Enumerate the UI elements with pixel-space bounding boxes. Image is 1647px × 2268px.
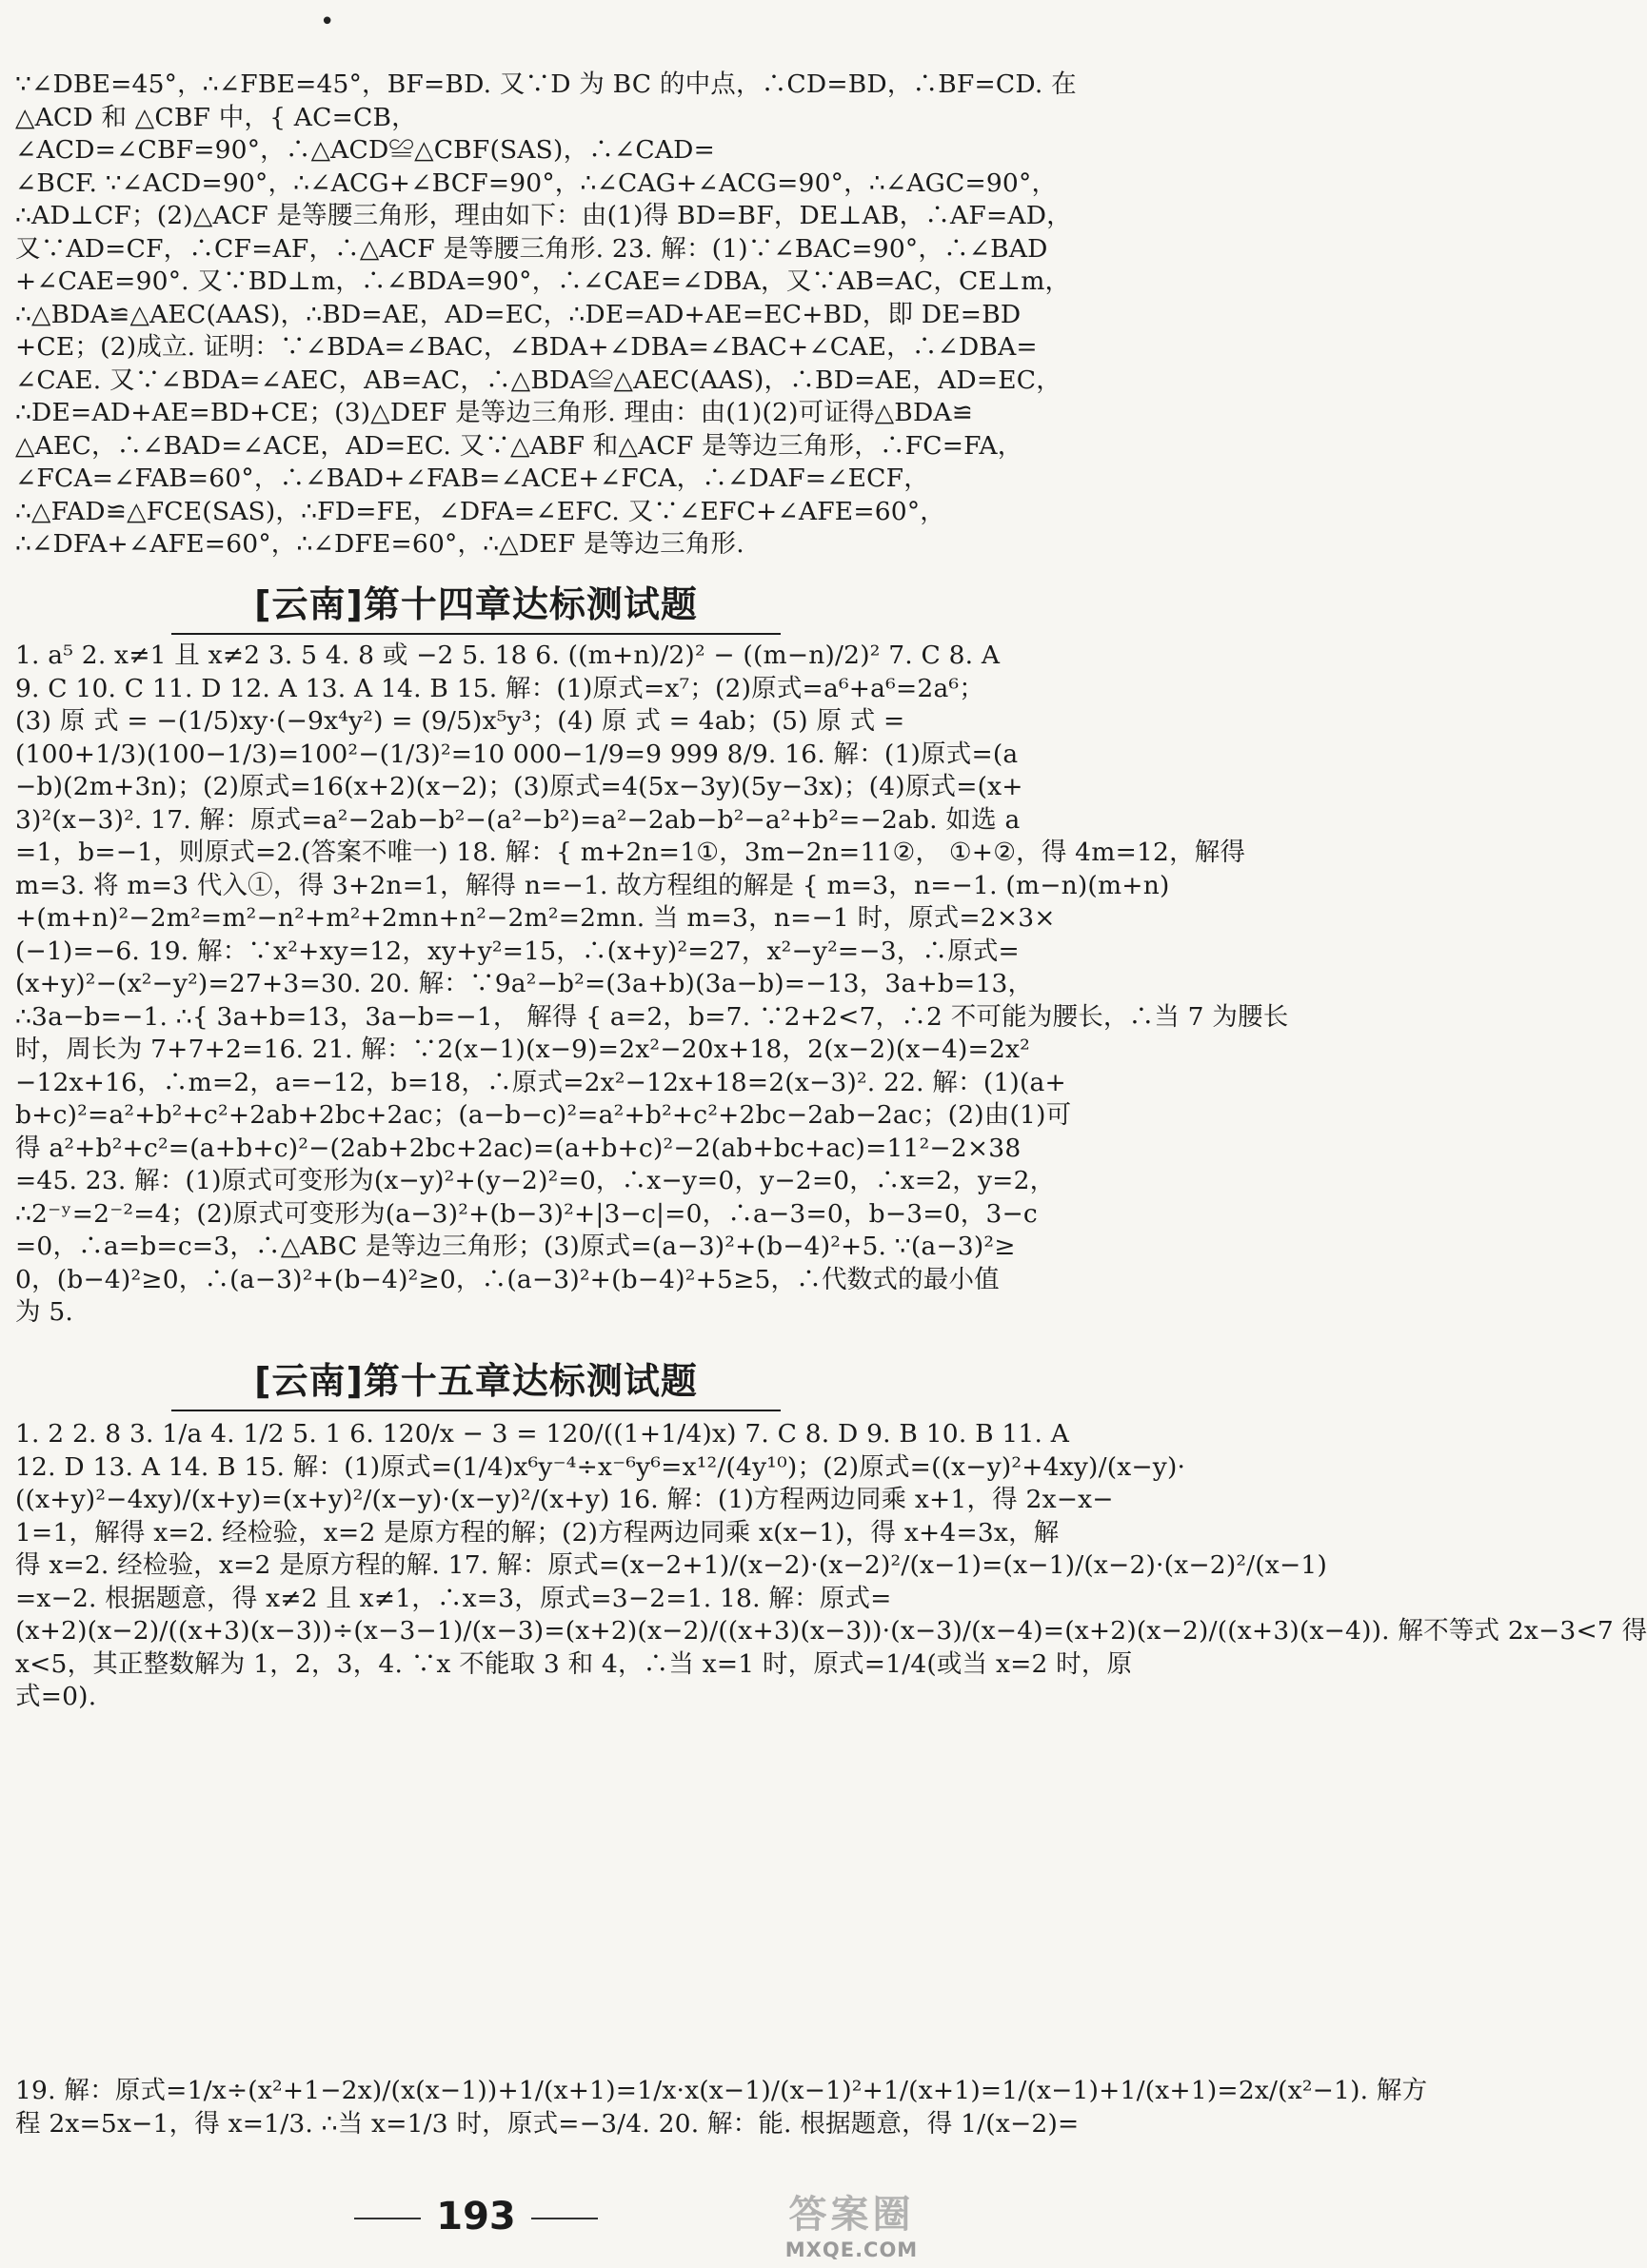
text-line: ((x+y)²−4xy)/(x+y)=(x+y)²/(x−y)·(x−y)²/(x+y) 16. 解：(1)方程两边同乘 x+1，得 2x−x− [15,1485,1114,1514]
heading-underline [171,633,781,635]
section-heading-text: [云南]第十五章达标测试题 [254,1360,698,1402]
text-line: ∴DE=AD+AE=BD+CE；(3)△DEF 是等边三角形. 理由：由(1)(2)可证得△BDA≌ [15,398,974,427]
watermark-url-text: MXQE.COM [784,2238,919,2261]
text-line: (x+2)(x−2)/((x+3)(x−3))÷(x−3−1)/(x−3)=(x+2)(x−2)/((x+3)(x−3))·(x−3)/(x−4)=(x+2)(x−2)/((x+3)(x−4)). 解不等式 2x−3<7 得 [15,1616,1647,1646]
text-line: =1，b=−1，则原式=2.(答案不唯一) 18. 解：{ m+2n=1①，3m−2n=11②， ①+②，得 4m=12，解得 [15,838,1246,867]
text-line: 3)²(x−3)². 17. 解：原式=a²−2ab−b²−(a²−b²)=a²−2ab−b²−a²+b²=−2ab. 如选 a [15,804,1021,835]
top-dot-mark: • [320,8,335,36]
text-line: (−1)=−6. 19. 解：∵x²+xy=12，xy+y²=15，∴(x+y)²=27，x²−y²=−3，∴原式= [15,936,1020,966]
text-line: ∠FCA=∠FAB=60°，∴∠BAD+∠FAB=∠ACE+∠FCA，∴∠DAF=∠ECF， [15,463,929,493]
page-number-left-rule [354,2218,421,2219]
text-line: 为 5. [15,1297,74,1327]
text-line: −12x+16，∴m=2，a=−12，b=18，∴原式=2x²−12x+18=2(x−3)². 22. 解：(1)(a+ [15,1067,1066,1097]
heading-underline [171,1410,781,1411]
text-line: 19. 解：原式=1/x÷(x²+1−2x)/(x(x−1))+1/(x+1)=1/x·x(x−1)/(x−1)²+1/(x+1)=1/(x−1)+1/(x+1)=2x/(x²−1). 解方 [15,2076,1428,2105]
text-line: △AEC，∴∠BAD=∠ACE，AD=EC. 又∵△ABF 和△ACF 是等边三角形，∴FC=FA， [15,430,1023,461]
text-line: (3) 原 式 = −(1/5)xy·(−9x⁴y²) = (9/5)x⁵y³；(4) 原 式 = 4ab；(5) 原 式 = [15,706,905,736]
text-line: ∠CAE. 又∵∠BDA=∠AEC，AB=AC，∴△BDA≌△AEC(AAS)，∴BD=AE，AD=EC， [15,365,1062,395]
page-number-right-rule [531,2218,598,2219]
chapter15-answers [15,1418,1647,1714]
text-line: ∴3a−b=−1. ∴{ 3a+b=13，3a−b=−1， 解得 { a=2，b=7. ∵2+2<7，∴2 不可能为腰长，∴当 7 为腰长 [15,1001,1289,1032]
text-line: x<5，其正整数解为 1，2，3，4. ∵x 不能取 3 和 4，∴当 x=1 时，原式=1/4(或当 x=2 时，原 [15,1648,1133,1679]
text-line: ∠ACD=∠CBF=90°，∴△ACD≌△CBF(SAS)，∴∠CAD= [15,135,716,165]
text-line: 程 2x=5x−1，得 x=1/3. ∴当 x=1/3 时，原式=−3/4. 20. 解：能. 根据题意，得 1/(x−2)= [15,2108,1080,2139]
text-line: △ACD 和 △CBF 中，{ AC=CB， [15,102,417,132]
text-line: −b)(2m+3n)；(2)原式=16(x+2)(x−2)；(3)原式=4(5x−3y)(5y−3x)；(4)原式=(x+ [15,772,1023,801]
text-line: +∠CAE=90°. 又∵BD⊥m，∴∠BDA=90°，∴∠CAE=∠DBA，又∵AB=AC，CE⊥m， [15,266,1071,296]
chapter15-answers-continued [15,2075,1428,2140]
text-line: b+c)²=a²+b²+c²+2ab+2bc+2ac；(a−b−c)²=a²+b²+c²+2bc−2ab−2ac；(2)由(1)可 [15,1100,1072,1130]
text-line: 得 a²+b²+c²=(a+b+c)²−(2ab+2bc+2ac)=(a+b+c)²−2(ab+bc+ac)=11²−2×38 [15,1133,1022,1163]
text-line: 式=0). [15,1682,97,1711]
text-line: ∴AD⊥CF；(2)△ACF 是等腰三角形，理由如下：由(1)得 BD=BF，DE⊥AB，∴AF=AD， [15,201,1072,230]
watermark-logo [768,2184,935,2261]
text-line: 12. D 13. A 14. B 15. 解：(1)原式=(1/4)x⁶y⁻⁴÷x⁻⁶y⁶=x¹²/(4y¹⁰)；(2)原式=((x−y)²+4xy)/(x−y)· [15,1451,1186,1482]
text-line: =0，∴a=b=c=3，∴△ABC 是等边三角形；(3)原式=(a−3)²+(b−4)²+5. ∵(a−3)²≥ [15,1232,1016,1261]
text-line: ∴△BDA≌△AEC(AAS)，∴BD=AE，AD=EC，∴DE=AD+AE=EC+BD，即 DE=BD [15,299,1022,329]
page-number-text: 193 [436,2195,516,2238]
chapter13-answer-continuation [15,69,1077,562]
chapter14-answers [15,640,1289,1330]
text-line: 时，周长为 7+7+2=16. 21. 解：∵2(x−1)(x−9)=2x²−20x+18，2(x−2)(x−4)=2x² [15,1035,1030,1064]
text-line: m=3. 将 m=3 代入①，得 3+2n=1，解得 n=−1. 故方程组的解是 { m=3，n=−1. (m−n)(m+n) [15,870,1170,900]
text-line: (100+1/3)(100−1/3)=100²−(1/3)²=10 000−1/9=9 999 8/9. 16. 解：(1)原式=(a [15,739,1019,769]
text-line: 1=1，解得 x=2. 经检验，x=2 是原方程的解；(2)方程两边同乘 x(x−1)，得 x+4=3x，解 [15,1517,1060,1548]
watermark-brand-text: 答案圈 [788,2193,915,2237]
text-line: ∴∠DFA+∠AFE=60°，∴∠DFE=60°，∴△DEF 是等边三角形. [15,529,744,559]
text-line: =45. 23. 解：(1)原式可变形为(x−y)²+(y−2)²=0，∴x−y=0，y−2=0，∴x=2，y=2， [15,1166,1056,1195]
text-line: 1. 2 2. 8 3. 1/a 4. 1/2 5. 1 6. 120/x − 3 = 120/((1+1/4)x) 7. C 8. D 9. B 10. B 11. A [15,1419,1070,1449]
text-line: ∴△FAD≌△FCE(SAS)，∴FD=FE，∠DFA=∠EFC. 又∵∠EFC+∠AFE=60°， [15,496,946,526]
text-line: =x−2. 根据题意，得 x≠2 且 x≠1，∴x=3，原式=3−2=1. 18. 解：原式= [15,1583,892,1613]
text-line: (x+y)²−(x²−y²)=27+3=30. 20. 解：∵9a²−b²=(3a+b)(3a−b)=−13，3a+b=13， [15,969,1034,998]
text-line: 0，(b−4)²≥0，∴(a−3)²+(b−4)²≥0，∴(a−3)²+(b−4)²+5≥5，∴代数式的最小值 [15,1264,1000,1294]
text-line: ∠BCF. ∵∠ACD=90°，∴∠ACG+∠BCF=90°，∴∠CAG+∠ACG=90°，∴∠AGC=90°， [15,168,1058,198]
section-heading-text: [云南]第十四章达标测试题 [254,583,698,625]
section-heading-chapter15 [0,1351,952,1411]
text-line: 9. C 10. C 11. D 12. A 13. A 14. B 15. 解：(1)原式=x⁷；(2)原式=a⁶+a⁶=2a⁶； [15,673,984,703]
text-line: +(m+n)²−2m²=m²−n²+m²+2mn+n²−2m²=2mn. 当 m=3，n=−1 时，原式=2×3× [15,903,1056,933]
text-line: +CE；(2)成立. 证明：∵∠BDA=∠BAC，∠BDA+∠DBA=∠BAC+∠CAE，∴∠DBA= [15,332,1038,362]
text-line: ∵∠DBE=45°，∴∠FBE=45°，BF=BD. 又∵D 为 BC 的中点，∴CD=BD，∴BF=CD. 在 [15,69,1077,99]
section-heading-chapter14 [0,575,952,635]
text-line: ∴2⁻ʸ=2⁻²=4；(2)原式可变形为(a−3)²+(b−3)²+|3−c|=0，∴a−3=0，b−3=0，3−c [15,1198,1038,1229]
text-line: 又∵AD=CF，∴CF=AF，∴△ACF 是等腰三角形. 23. 解：(1)∵∠BAC=90°，∴∠BAD [15,233,1048,264]
text-line: 1. a⁵ 2. x≠1 且 x≠2 3. 5 4. 8 或 −2 5. 18 6. ((m+n)/2)² − ((m−n)/2)² 7. C 8. A [15,641,1001,670]
text-line: 得 x=2. 经检验，x=2 是原方程的解. 17. 解：原式=(x−2+1)/(x−2)·(x−2)²/(x−1)=(x−1)/(x−2)·(x−2)²/(x−1) [15,1550,1327,1580]
